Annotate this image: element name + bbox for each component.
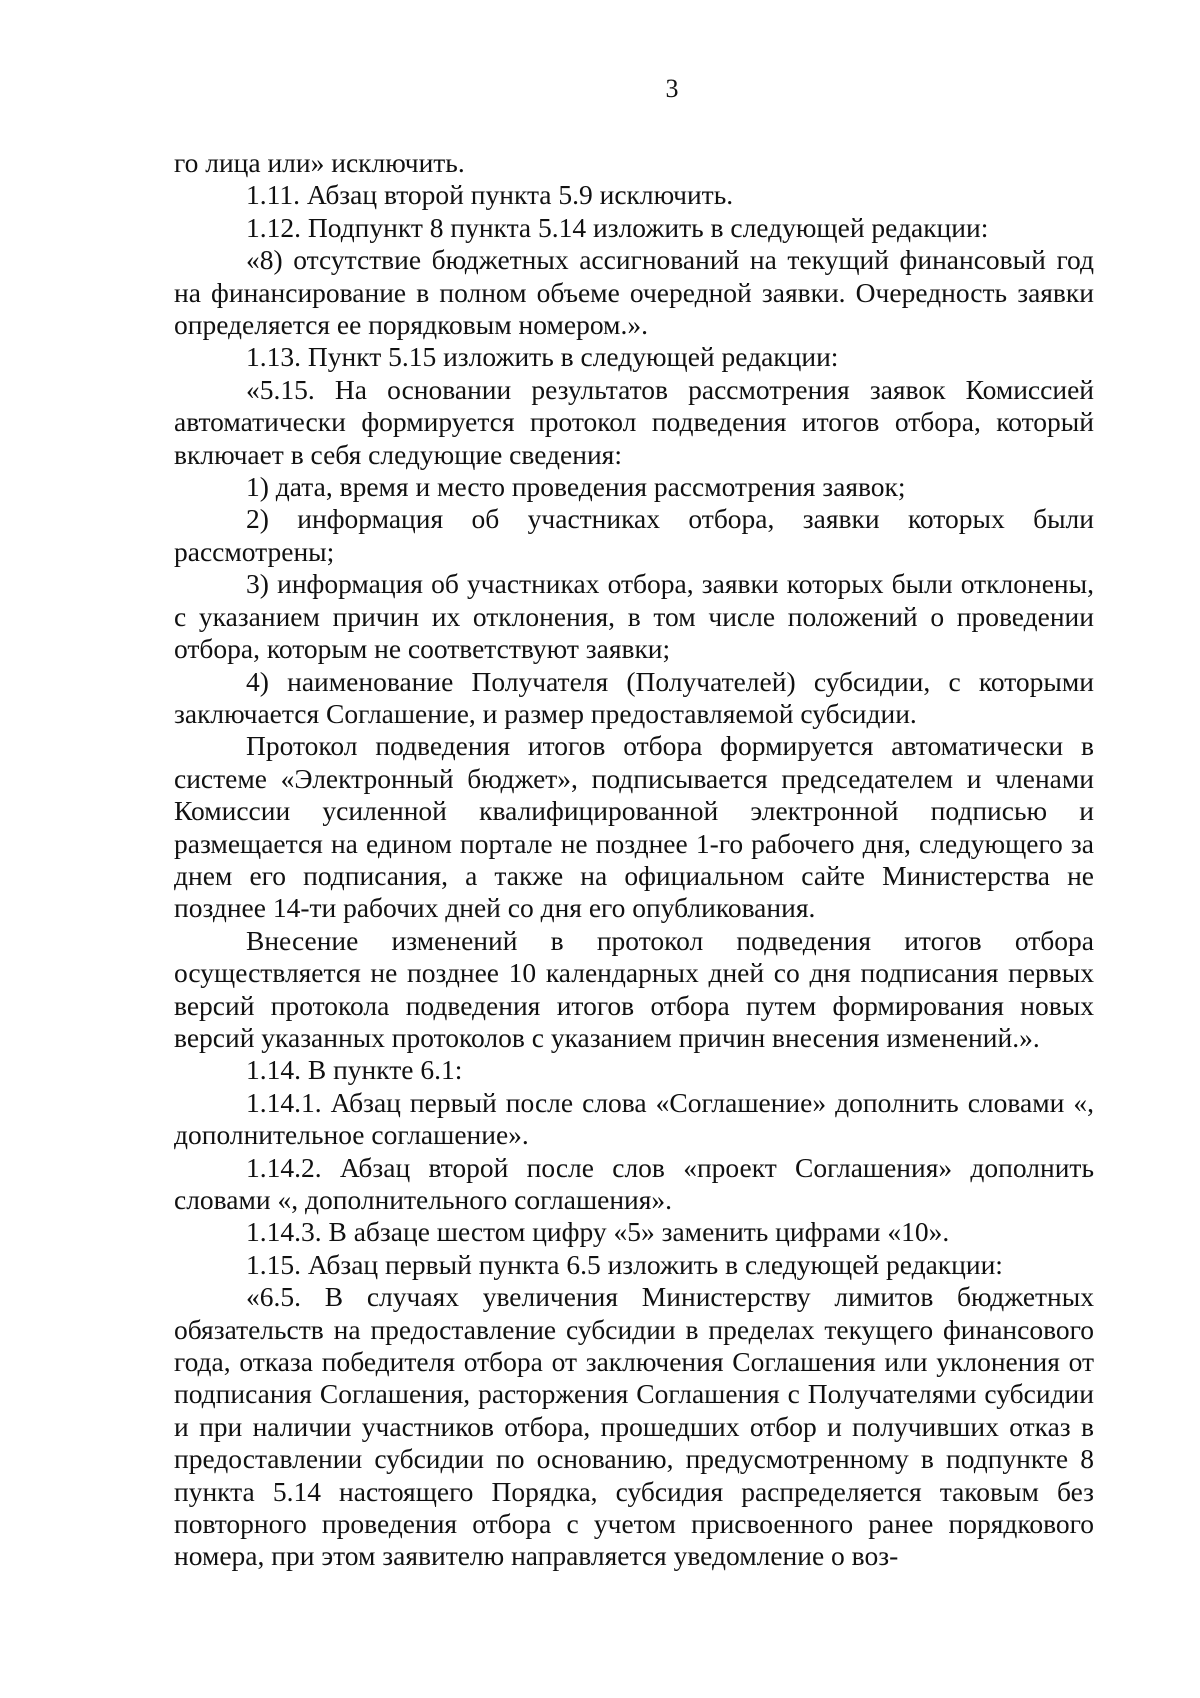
paragraph-1-14-2: 1.14.2. Абзац второй после слов «проект Соглашения» дополнить словами «, дополнительного соглашения». <box>174 1151 1094 1215</box>
paragraph-1-14-3: 1.14.3. В абзаце шестом цифру «5» заменить цифрами «10». <box>246 1216 950 1248</box>
paragraph-5-15: «5.15. На основании результатов рассмотрения заявок Комиссией автоматически формируется протокол подведения итогов отбора, который включает в себя следующие сведения: <box>174 373 1094 470</box>
paragraph-protocol: Протокол подведения итогов отбора формируется автоматически в системе «Электронный бюджет», подписывается председателем и членами Комиссии усиленной квалифицированной электронной подписью и размещается на едином портале не позднее 1-го рабочего дня, следующего за днем его подписания, а также на официальном сайте Министерства не позднее 14-ти рабочих дней со дня его опубликования. <box>174 730 1094 924</box>
paragraph-1-13: 1.13. Пункт 5.15 изложить в следующей редакции: <box>246 341 839 373</box>
document-body <box>174 147 1094 1573</box>
page-number: 3 <box>665 74 679 103</box>
paragraph-continuation: го лица или» исключить. <box>174 147 465 178</box>
list-item-1: 1) дата, время и место проведения рассмотрения заявок; <box>246 471 906 503</box>
paragraph-1-14: 1.14. В пункте 6.1: <box>246 1054 463 1086</box>
paragraph-1-15: 1.15. Абзац первый пункта 6.5 изложить в следующей редакции: <box>246 1248 1003 1280</box>
paragraph-1-14-1: 1.14.1. Абзац первый после слова «Соглашение» дополнить словами «, дополнительное соглашение». <box>174 1086 1094 1151</box>
list-item-4: 4) наименование Получателя (Получателей) субсидии, с которыми заключается Соглашение, и размер предоставляемой субсидии. <box>174 665 1094 729</box>
paragraph-1-11: 1.11. Абзац второй пункта 5.9 исключить. <box>246 179 734 211</box>
paragraph-subitem-8: «8) отсутствие бюджетных ассигнований на текущий финансовый год на финансирование в полном объеме очередной заявки. Очередность заявки определяется ее порядковым номером.». <box>174 244 1094 341</box>
paragraph-6-5: «6.5. В случаях увеличения Министерству лимитов бюджетных обязательств на предоставление субсидии в пределах текущего финансового года, отказа победителя отбора от заключения Соглашения или уклонения от подписания Соглашения, расторжения Соглашения с Получателями субсидии и при наличии участников отбора, прошедших отбор и получивших отказ в предоставлении субсидии по основанию, предусмотренному в подпункте 8 пункта 5.14 настоящего Порядка, субсидия распределяется таковым без повторного проведения отбора с учетом присвоенного ранее порядкового номера, при этом заявителю направляется уведомление о воз- <box>174 1281 1094 1572</box>
paragraph-1-12: 1.12. Подпункт 8 пункта 5.14 изложить в следующей редакции: <box>246 211 989 243</box>
list-item-3: 3) информация об участниках отбора, заявки которых были отклонены, с указанием причин их отклонения, в том числе положений о проведении отбора, которым не соответствуют заявки; <box>174 568 1094 665</box>
paragraph-amendments: Внесение изменений в протокол подведения итогов отбора осуществляется не позднее 10 календарных дней со дня подписания первых версий протокола подведения итогов отбора путем формирования новых версий указанных протоколов с указанием причин внесения изменений.». <box>174 924 1094 1053</box>
list-item-2: 2) информация об участниках отбора, заявки которых были рассмотрены; <box>174 503 1094 567</box>
